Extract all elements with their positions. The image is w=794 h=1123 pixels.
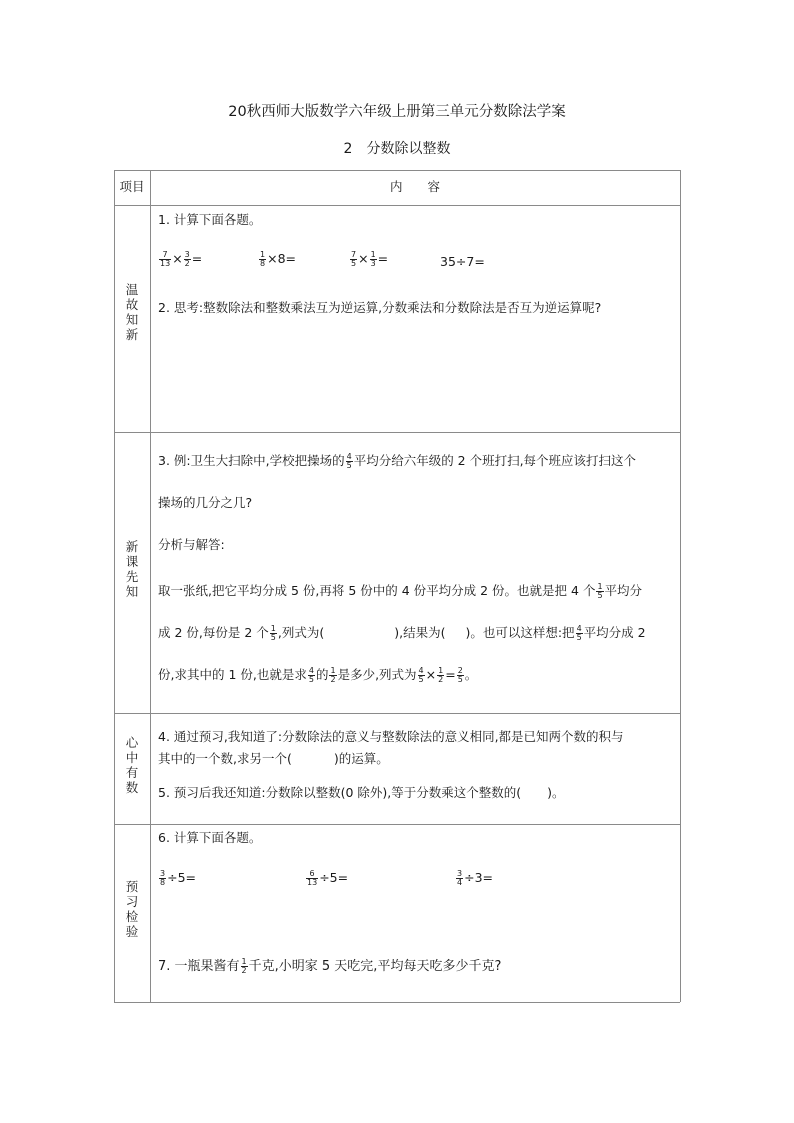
question-6-prompt: 6. 计算下面各题。: [158, 830, 262, 845]
question-6-expr-3: $\frac{3}{4}$ ÷3=: [457, 869, 493, 887]
table-divider: [114, 713, 680, 714]
table-border-right: [680, 170, 681, 1002]
question-2-prompt: 2. 思考:整数除法和整数乘法互为逆运算,分数乘法和分数除法是否互为逆运算呢?: [158, 300, 602, 315]
question-7: 7. 一瓶果酱有 $\frac{1}{2}$ 千克,小明家 5 天吃完,平均每天吃多少千克?: [158, 957, 502, 975]
page-subtitle: [0, 138, 794, 158]
question-5: 5. 预习后我还知道:分数除以整数(0 除外),等于分数乘这个整数的( )。: [158, 785, 565, 800]
analysis-paragraph-line-2: 成 2 份,每份是 2 个 $\frac{1}{5}$ ,列式为( ),结果为( )。也可以这样想:把 $\frac{4}{5}$ 平均分成 2: [158, 624, 646, 642]
subtitle-text: 分数除以整数: [366, 141, 451, 157]
question-1-expr-2: $\frac{1}{8}$ ×8=: [260, 250, 296, 268]
question-1-expr-4: 35÷7=: [440, 254, 485, 269]
section-label-understanding: 心 中 有 数: [125, 735, 139, 795]
table-border-top: [114, 170, 680, 171]
table-border-bottom: [114, 1002, 680, 1003]
question-1-expr-1: $\frac{7}{13}$ × $\frac{3}{2}$ =: [160, 250, 203, 268]
section-label-preview-check: 预 习 检 验: [125, 879, 139, 939]
question-6-expr-2: $\frac{6}{13}$ ÷5=: [307, 869, 349, 887]
question-6-expr-1: $\frac{3}{8}$ ÷5=: [160, 869, 196, 887]
table-divider: [114, 432, 680, 433]
question-4-line-1: 4. 通过预习,我知道了:分数除法的意义与整数除法的意义相同,都是已知两个数的积与: [158, 729, 624, 744]
analysis-paragraph-line-3: 份,求其中的 1 份,也就是求 $\frac{4}{5}$ 的 $\frac{1}{2}$ 是多少,列式为 $\frac{4}{5}$ × $\frac{1}{2}$ = $\frac{2}{5}$ 。: [158, 666, 478, 684]
section-label-new-lesson: 新 课 先 知: [125, 539, 139, 599]
table-divider: [114, 824, 680, 825]
header-item: 项目: [119, 179, 145, 194]
section-label-review: 温 故 知 新: [125, 282, 139, 342]
question-3-line-2: 操场的几分之几?: [158, 495, 253, 510]
table-column-divider: [150, 170, 151, 1002]
header-content: 内 容: [389, 179, 440, 194]
question-1-prompt: 1. 计算下面各题。: [158, 212, 262, 227]
analysis-heading: 分析与解答:: [158, 537, 225, 552]
analysis-paragraph-line-1: 取一张纸,把它平均分成 5 份,再将 5 份中的 4 份平均分成 2 份。也就是把 4 个 $\frac{1}{5}$ 平均分: [158, 582, 643, 600]
question-1-expr-3: $\frac{7}{5}$ × $\frac{1}{3}$ =: [351, 250, 389, 268]
question-3-line-1: 3. 例:卫生大扫除中,学校把操场的 $\frac{4}{5}$ 平均分给六年级的 2 个班打扫,每个班应该打扫这个: [158, 452, 637, 470]
subtitle-number: 2: [343, 141, 353, 157]
page-title: 20秋西师大版数学六年级上册第三单元分数除法学案: [228, 104, 566, 120]
question-4-line-2: 其中的一个数,求另一个( )的运算。: [158, 751, 389, 766]
table-divider: [114, 205, 680, 206]
